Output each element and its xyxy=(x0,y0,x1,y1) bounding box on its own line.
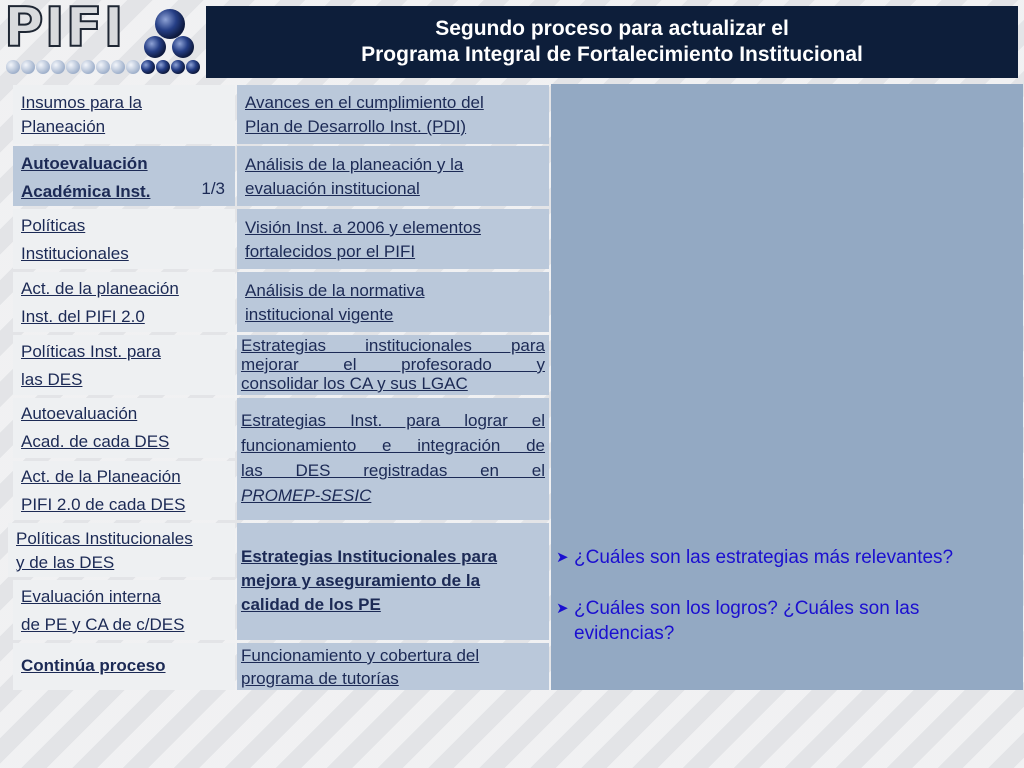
link-line: Políticas xyxy=(21,216,86,235)
link-tutorias[interactable] xyxy=(237,643,549,690)
link-line: de PE y CA de c/DES xyxy=(21,615,185,634)
link-evaluacion-interna[interactable] xyxy=(13,580,235,640)
link-continua-proceso[interactable] xyxy=(13,643,235,690)
link-line: Visión Inst. a 2006 y elementos xyxy=(245,218,481,237)
link-line: Acad. de cada DES xyxy=(21,432,170,451)
arrow-bullet-icon: ➤ xyxy=(556,549,569,566)
link-line: Autoevaluación xyxy=(21,154,148,173)
link-avances-pdi[interactable] xyxy=(237,85,549,144)
link-autoevaluacion-academica[interactable] xyxy=(13,146,235,206)
link-politicas-institucionales[interactable] xyxy=(13,209,235,269)
link-line: institucional vigente xyxy=(245,305,394,324)
link-line: Evaluación interna xyxy=(21,587,161,606)
link-act-planeacion-inst[interactable] xyxy=(13,272,235,332)
link-line: PIFI 2.0 de cada DES xyxy=(21,495,186,514)
link-act-planeacion-des[interactable] xyxy=(13,461,235,520)
link-line: las DES xyxy=(21,370,83,389)
link-line: PROMEP-SESIC xyxy=(241,486,372,505)
link-vision-2006[interactable] xyxy=(237,209,549,269)
link-line: Políticas Inst. para xyxy=(21,342,161,361)
link-analisis-normativa[interactable] xyxy=(237,272,549,332)
page-indicator: 1/3 xyxy=(201,179,225,198)
link-line: calidad de los PE xyxy=(241,595,381,614)
link-line: consolidar los CA y sus LGAC xyxy=(241,374,468,393)
link-line: Académica Inst. xyxy=(21,182,151,201)
link-line: Act. de la Planeación xyxy=(21,467,181,486)
link-line: Continúa proceso xyxy=(21,656,166,675)
link-politicas-inst-des[interactable] xyxy=(8,523,235,577)
question-text: evidencias? xyxy=(574,623,675,644)
link-politicas-des[interactable] xyxy=(13,335,235,395)
question-text: ¿Cuáles son los logros? ¿Cuáles son las xyxy=(574,598,920,619)
arrow-bullet-icon: ➤ xyxy=(556,600,569,617)
link-analisis-planeacion[interactable] xyxy=(237,146,549,206)
link-line: Planeación xyxy=(21,117,106,136)
link-line: Autoevaluación xyxy=(21,404,138,423)
link-line: funcionamiento e integración de xyxy=(241,436,545,455)
link-line: y de las DES xyxy=(16,553,115,572)
link-estrategias-profesorado[interactable] xyxy=(237,335,549,395)
title-line-2: Programa Integral de Fortalecimiento Institucional xyxy=(361,43,863,66)
link-line: Institucionales xyxy=(21,244,129,263)
link-line: Act. de la planeación xyxy=(21,279,179,298)
link-line: programa de tutorías xyxy=(241,669,399,688)
link-line: Inst. del PIFI 2.0 xyxy=(21,307,145,326)
logo-text: PIFI xyxy=(4,0,125,59)
link-line: Estrategias institucionales para xyxy=(241,336,545,355)
title-line-1: Segundo proceso para actualizar el xyxy=(435,17,789,40)
link-line: fortalecidos por el PIFI xyxy=(245,242,416,261)
question-text: ¿Cuáles son las estrategias más relevantes? xyxy=(574,547,954,568)
link-line: Análisis de la normativa xyxy=(245,281,425,300)
link-line: Plan de Desarrollo Inst. (PDI) xyxy=(245,117,467,136)
link-line: Estrategias Inst. para lograr el xyxy=(241,411,545,430)
link-line: Funcionamiento y cobertura del xyxy=(241,646,480,665)
link-insumos-planeacion[interactable] xyxy=(13,85,235,144)
link-line: Insumos para la xyxy=(21,93,142,112)
question-estrategias xyxy=(556,545,1016,570)
link-autoevaluacion-des[interactable] xyxy=(13,398,235,458)
question-logros xyxy=(556,596,1016,646)
link-line: las DES registradas en el xyxy=(241,461,545,480)
link-line: Estrategias Institucionales para xyxy=(241,547,498,566)
link-line: mejora y aseguramiento de la xyxy=(241,571,481,590)
link-estrategias-calidad-pe[interactable] xyxy=(237,523,549,640)
link-line: Políticas Institucionales xyxy=(16,529,193,548)
link-estrategias-des[interactable] xyxy=(237,398,549,520)
link-line: evaluación institucional xyxy=(245,179,420,198)
link-line: Análisis de la planeación y la xyxy=(245,155,464,174)
link-line: Avances en el cumplimiento del xyxy=(245,93,484,112)
link-line: mejorar el profesorado y xyxy=(241,355,545,374)
